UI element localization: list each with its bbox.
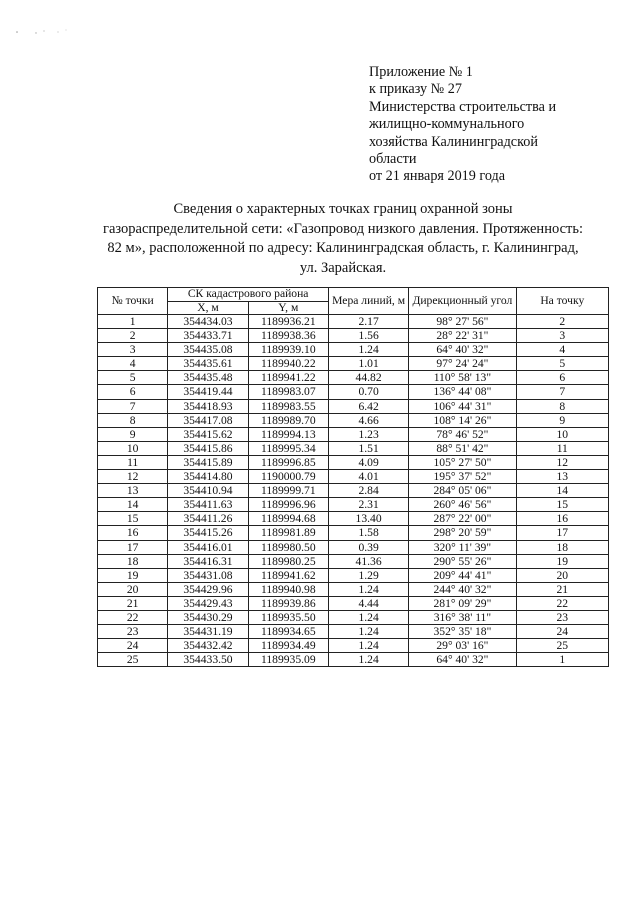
cell-y: 1189989.70 bbox=[248, 413, 328, 427]
boundary-points-table bbox=[97, 287, 609, 667]
cell-x: 354430.29 bbox=[168, 610, 248, 624]
cell-to-point: 25 bbox=[516, 639, 608, 653]
table-header-row bbox=[98, 288, 609, 302]
table-row bbox=[98, 315, 609, 329]
cell-line-length: 0.70 bbox=[328, 385, 408, 399]
cell-direction-angle: 352° 35' 18" bbox=[409, 625, 516, 639]
cell-direction-angle: 97° 24' 24" bbox=[409, 357, 516, 371]
cell-to-point: 14 bbox=[516, 484, 608, 498]
cell-point-no: 7 bbox=[98, 399, 168, 413]
cell-line-length: 6.42 bbox=[328, 399, 408, 413]
cell-x: 354410.94 bbox=[168, 484, 248, 498]
cell-direction-angle: 98° 27' 56" bbox=[409, 315, 516, 329]
header-cadastral: СК кадастрового района bbox=[168, 288, 329, 302]
cell-direction-angle: 108° 14' 26" bbox=[409, 413, 516, 427]
appendix-line: области bbox=[369, 151, 417, 168]
cell-point-no: 6 bbox=[98, 385, 168, 399]
cell-y: 1189995.34 bbox=[248, 441, 328, 455]
cell-to-point: 22 bbox=[516, 596, 608, 610]
cell-y: 1189935.09 bbox=[248, 653, 328, 667]
cell-point-no: 2 bbox=[98, 329, 168, 343]
appendix-line: жилищно-коммунального bbox=[369, 116, 525, 133]
table-row bbox=[98, 357, 609, 371]
cell-direction-angle: 244° 40' 32" bbox=[409, 582, 516, 596]
cell-point-no: 20 bbox=[98, 582, 168, 596]
cell-x: 354434.03 bbox=[168, 315, 248, 329]
cell-y: 1189941.22 bbox=[248, 371, 328, 385]
cell-line-length: 13.40 bbox=[328, 512, 408, 526]
cell-direction-angle: 195° 37' 52" bbox=[409, 470, 516, 484]
cell-point-no: 10 bbox=[98, 441, 168, 455]
cell-point-no: 12 bbox=[98, 470, 168, 484]
cell-line-length: 2.31 bbox=[328, 498, 408, 512]
cell-point-no: 22 bbox=[98, 610, 168, 624]
table-row bbox=[98, 399, 609, 413]
appendix-header bbox=[369, 64, 589, 186]
cell-x: 354435.48 bbox=[168, 371, 248, 385]
cell-point-no: 21 bbox=[98, 596, 168, 610]
table-row bbox=[98, 484, 609, 498]
cell-line-length: 1.51 bbox=[328, 441, 408, 455]
cell-point-no: 3 bbox=[98, 343, 168, 357]
cell-x: 354411.26 bbox=[168, 512, 248, 526]
cell-x: 354418.93 bbox=[168, 399, 248, 413]
cell-point-no: 18 bbox=[98, 554, 168, 568]
cell-to-point: 2 bbox=[516, 315, 608, 329]
cell-to-point: 18 bbox=[516, 540, 608, 554]
cell-line-length: 41.36 bbox=[328, 554, 408, 568]
cell-y: 1189996.85 bbox=[248, 455, 328, 469]
cell-to-point: 10 bbox=[516, 427, 608, 441]
table-row bbox=[98, 582, 609, 596]
cell-direction-angle: 105° 27' 50" bbox=[409, 455, 516, 469]
cell-y: 1189980.25 bbox=[248, 554, 328, 568]
cell-line-length: 4.66 bbox=[328, 413, 408, 427]
cell-line-length: 1.24 bbox=[328, 625, 408, 639]
cell-line-length: 1.29 bbox=[328, 568, 408, 582]
table-row bbox=[98, 498, 609, 512]
cell-direction-angle: 320° 11' 39" bbox=[409, 540, 516, 554]
table-row bbox=[98, 610, 609, 624]
cell-direction-angle: 316° 38' 11" bbox=[409, 610, 516, 624]
header-direction-angle: Дирекционный угол bbox=[409, 288, 516, 315]
cell-to-point: 6 bbox=[516, 371, 608, 385]
cell-point-no: 8 bbox=[98, 413, 168, 427]
cell-y: 1189999.71 bbox=[248, 484, 328, 498]
cell-point-no: 1 bbox=[98, 315, 168, 329]
table-row bbox=[98, 568, 609, 582]
cell-point-no: 17 bbox=[98, 540, 168, 554]
heading-line: 82 м», расположенной по адресу: Калининградская область, г. Калининград, bbox=[107, 240, 579, 256]
cell-line-length: 1.56 bbox=[328, 329, 408, 343]
cell-y: 1189934.49 bbox=[248, 639, 328, 653]
cell-line-length: 4.44 bbox=[328, 596, 408, 610]
table-row bbox=[98, 596, 609, 610]
cell-y: 1189980.50 bbox=[248, 540, 328, 554]
cell-line-length: 1.24 bbox=[328, 639, 408, 653]
cell-x: 354416.31 bbox=[168, 554, 248, 568]
cell-y: 1189996.96 bbox=[248, 498, 328, 512]
cell-x: 354419.44 bbox=[168, 385, 248, 399]
cell-to-point: 23 bbox=[516, 610, 608, 624]
cell-y: 1189940.22 bbox=[248, 357, 328, 371]
cell-line-length: 0.39 bbox=[328, 540, 408, 554]
cell-line-length: 4.09 bbox=[328, 455, 408, 469]
cell-x: 354415.26 bbox=[168, 526, 248, 540]
table-row bbox=[98, 329, 609, 343]
cell-line-length: 1.23 bbox=[328, 427, 408, 441]
cell-x: 354435.61 bbox=[168, 357, 248, 371]
cell-line-length: 4.01 bbox=[328, 470, 408, 484]
header-to-point: На точку bbox=[516, 288, 608, 315]
cell-point-no: 24 bbox=[98, 639, 168, 653]
cell-point-no: 13 bbox=[98, 484, 168, 498]
document-heading bbox=[78, 200, 608, 278]
cell-y: 1189938.36 bbox=[248, 329, 328, 343]
cell-x: 354417.08 bbox=[168, 413, 248, 427]
cell-direction-angle: 287° 22' 00" bbox=[409, 512, 516, 526]
cell-to-point: 16 bbox=[516, 512, 608, 526]
cell-to-point: 20 bbox=[516, 568, 608, 582]
header-point-no: № точки bbox=[98, 288, 168, 315]
cell-line-length: 1.01 bbox=[328, 357, 408, 371]
cell-direction-angle: 290° 55' 26" bbox=[409, 554, 516, 568]
heading-line: Сведения о характерных точках границ охранной зоны bbox=[173, 201, 513, 217]
header-x: X, м bbox=[168, 301, 248, 315]
cell-x: 354431.08 bbox=[168, 568, 248, 582]
table-row bbox=[98, 441, 609, 455]
cell-direction-angle: 260° 46' 56" bbox=[409, 498, 516, 512]
cell-to-point: 21 bbox=[516, 582, 608, 596]
cell-line-length: 2.17 bbox=[328, 315, 408, 329]
cell-to-point: 11 bbox=[516, 441, 608, 455]
cell-y: 1189983.55 bbox=[248, 399, 328, 413]
cell-y: 1189939.86 bbox=[248, 596, 328, 610]
cell-y: 1189994.68 bbox=[248, 512, 328, 526]
cell-point-no: 5 bbox=[98, 371, 168, 385]
cell-direction-angle: 106° 44' 31" bbox=[409, 399, 516, 413]
table-row bbox=[98, 470, 609, 484]
cell-to-point: 5 bbox=[516, 357, 608, 371]
cell-point-no: 15 bbox=[98, 512, 168, 526]
table-row bbox=[98, 653, 609, 667]
cell-point-no: 16 bbox=[98, 526, 168, 540]
table-row bbox=[98, 554, 609, 568]
cell-point-no: 11 bbox=[98, 455, 168, 469]
cell-to-point: 8 bbox=[516, 399, 608, 413]
cell-line-length: 1.58 bbox=[328, 526, 408, 540]
cell-direction-angle: 136° 44' 08" bbox=[409, 385, 516, 399]
cell-to-point: 24 bbox=[516, 625, 608, 639]
cell-y: 1189941.62 bbox=[248, 568, 328, 582]
table-row bbox=[98, 526, 609, 540]
cell-x: 354431.19 bbox=[168, 625, 248, 639]
table-row bbox=[98, 540, 609, 554]
cell-point-no: 23 bbox=[98, 625, 168, 639]
table-body bbox=[98, 315, 609, 667]
scan-artifact-marks bbox=[14, 28, 74, 36]
cell-x: 354433.50 bbox=[168, 653, 248, 667]
cell-line-length: 1.24 bbox=[328, 610, 408, 624]
table-row bbox=[98, 371, 609, 385]
cell-line-length: 2.84 bbox=[328, 484, 408, 498]
table-row bbox=[98, 639, 609, 653]
cell-point-no: 14 bbox=[98, 498, 168, 512]
cell-direction-angle: 88° 51' 42" bbox=[409, 441, 516, 455]
cell-direction-angle: 28° 22' 31" bbox=[409, 329, 516, 343]
appendix-line: Приложение № 1 bbox=[369, 64, 473, 80]
cell-y: 1189939.10 bbox=[248, 343, 328, 357]
header-line-length: Мера линий, м bbox=[328, 288, 408, 315]
cell-line-length: 44.82 bbox=[328, 371, 408, 385]
cell-direction-angle: 281° 09' 29" bbox=[409, 596, 516, 610]
table-row bbox=[98, 427, 609, 441]
cell-direction-angle: 298° 20' 59" bbox=[409, 526, 516, 540]
cell-y: 1189936.21 bbox=[248, 315, 328, 329]
cell-direction-angle: 78° 46' 52" bbox=[409, 427, 516, 441]
cell-point-no: 19 bbox=[98, 568, 168, 582]
cell-x: 354433.71 bbox=[168, 329, 248, 343]
cell-to-point: 12 bbox=[516, 455, 608, 469]
cell-to-point: 17 bbox=[516, 526, 608, 540]
cell-x: 354415.86 bbox=[168, 441, 248, 455]
cell-direction-angle: 209° 44' 41" bbox=[409, 568, 516, 582]
cell-to-point: 7 bbox=[516, 385, 608, 399]
cell-x: 354414.80 bbox=[168, 470, 248, 484]
cell-to-point: 9 bbox=[516, 413, 608, 427]
cell-y: 1189981.89 bbox=[248, 526, 328, 540]
cell-line-length: 1.24 bbox=[328, 343, 408, 357]
cell-direction-angle: 284° 05' 06" bbox=[409, 484, 516, 498]
table-row bbox=[98, 512, 609, 526]
table-row bbox=[98, 385, 609, 399]
cell-line-length: 1.24 bbox=[328, 582, 408, 596]
appendix-line: к приказу № 27 bbox=[369, 81, 462, 98]
cell-line-length: 1.24 bbox=[328, 653, 408, 667]
cell-x: 354429.43 bbox=[168, 596, 248, 610]
cell-y: 1189935.50 bbox=[248, 610, 328, 624]
cell-direction-angle: 64° 40' 32" bbox=[409, 343, 516, 357]
table-row bbox=[98, 455, 609, 469]
heading-line: газораспределительной сети: «Газопровод низкого давления. Протяженность: bbox=[103, 220, 583, 237]
cell-direction-angle: 29° 03' 16" bbox=[409, 639, 516, 653]
cell-y: 1190000.79 bbox=[248, 470, 328, 484]
cell-x: 354411.63 bbox=[168, 498, 248, 512]
cell-y: 1189994.13 bbox=[248, 427, 328, 441]
cell-point-no: 4 bbox=[98, 357, 168, 371]
cell-to-point: 19 bbox=[516, 554, 608, 568]
header-y: Y, м bbox=[248, 301, 328, 315]
table-row bbox=[98, 343, 609, 357]
cell-direction-angle: 110° 58' 13" bbox=[409, 371, 516, 385]
cell-x: 354415.89 bbox=[168, 455, 248, 469]
cell-x: 354435.08 bbox=[168, 343, 248, 357]
cell-y: 1189940.98 bbox=[248, 582, 328, 596]
heading-line: ул. Зарайская. bbox=[299, 259, 387, 276]
cell-x: 354415.62 bbox=[168, 427, 248, 441]
table-row bbox=[98, 625, 609, 639]
cell-direction-angle: 64° 40' 32" bbox=[409, 653, 516, 667]
cell-point-no: 9 bbox=[98, 427, 168, 441]
cell-y: 1189934.65 bbox=[248, 625, 328, 639]
appendix-line: Министерства строительства и bbox=[369, 98, 557, 115]
appendix-line: хозяйства Калининградской bbox=[369, 133, 538, 150]
cell-x: 354429.96 bbox=[168, 582, 248, 596]
cell-point-no: 25 bbox=[98, 653, 168, 667]
cell-to-point: 3 bbox=[516, 329, 608, 343]
cell-x: 354416.01 bbox=[168, 540, 248, 554]
cell-to-point: 4 bbox=[516, 343, 608, 357]
cell-to-point: 1 bbox=[516, 653, 608, 667]
cell-to-point: 15 bbox=[516, 498, 608, 512]
cell-to-point: 13 bbox=[516, 470, 608, 484]
appendix-line: от 21 января 2019 года bbox=[369, 168, 506, 185]
table-row bbox=[98, 413, 609, 427]
cell-x: 354432.42 bbox=[168, 639, 248, 653]
cell-y: 1189983.07 bbox=[248, 385, 328, 399]
